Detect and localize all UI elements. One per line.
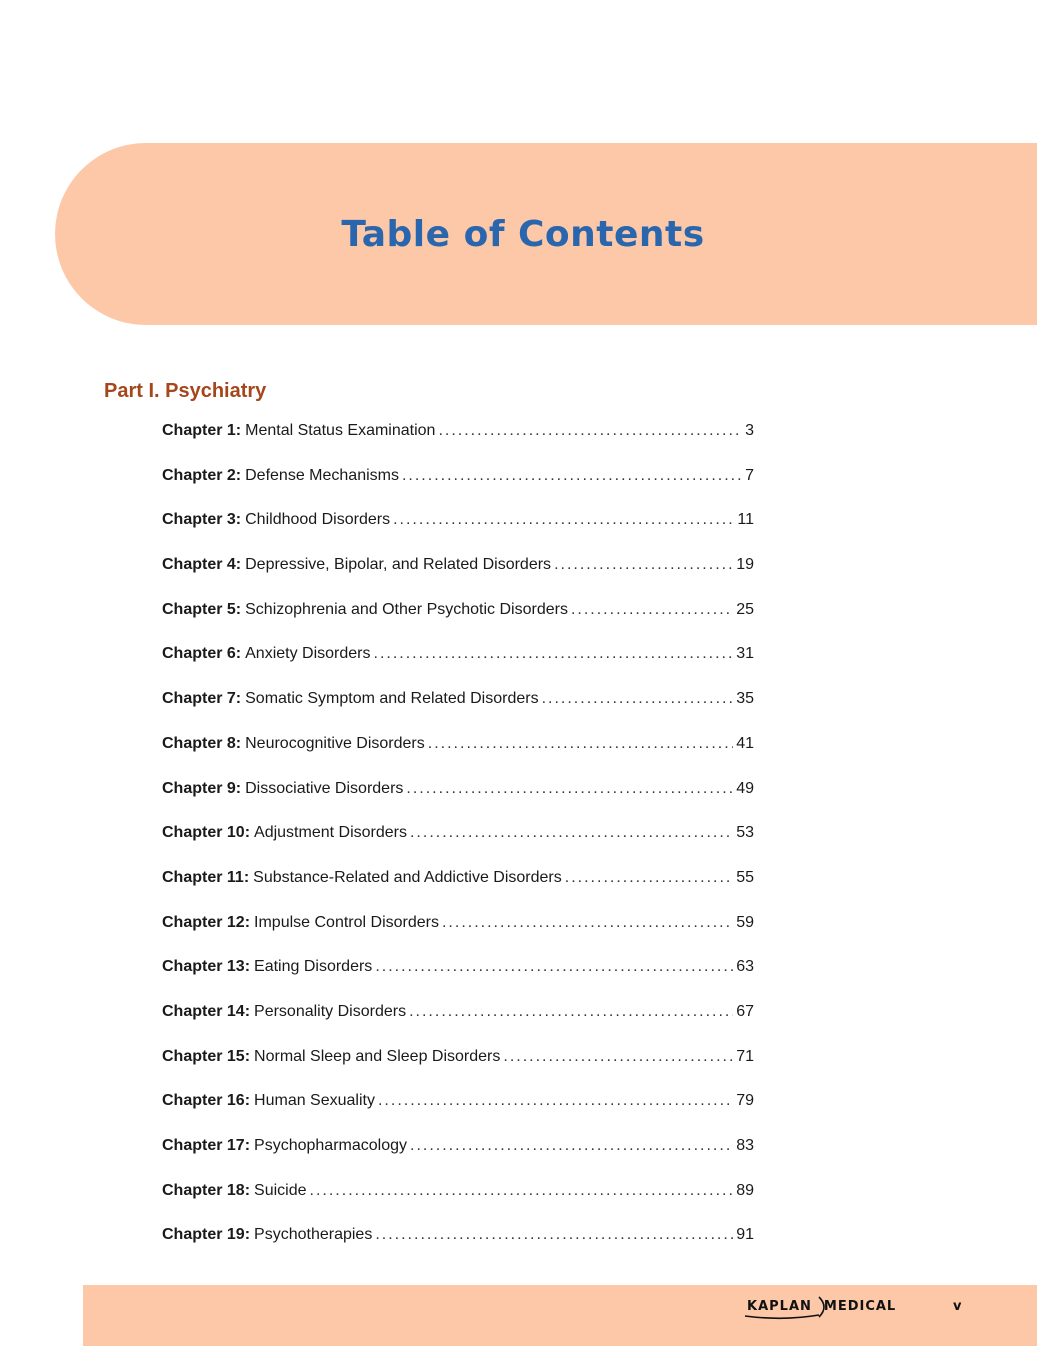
dot-leader	[374, 645, 734, 663]
page-number: 89	[736, 1181, 754, 1199]
page-number: 19	[736, 556, 754, 574]
page-number: 11	[737, 511, 754, 529]
chapter-title: Mental Status Examination	[245, 422, 436, 439]
chapter-label: Chapter 6:	[162, 645, 242, 663]
page-number: 3	[745, 422, 754, 439]
dot-leader	[554, 556, 733, 574]
toc-entry[interactable]	[162, 1137, 754, 1182]
footer-page-number: v	[953, 1299, 962, 1314]
dot-leader	[393, 511, 734, 529]
dot-leader	[378, 1092, 733, 1110]
toc-entry[interactable]	[162, 1003, 754, 1048]
chapter-title: Somatic Symptom and Related Disorders	[245, 690, 539, 708]
page-number: 67	[736, 1002, 754, 1020]
toc-entry[interactable]	[162, 914, 754, 959]
chapter-title: Anxiety Disorders	[245, 645, 371, 663]
chapter-label: Chapter 10:	[162, 824, 251, 842]
chapter-title: Depressive, Bipolar, and Related Disorders	[245, 556, 552, 574]
chapter-title: Neurocognitive Disorders	[245, 734, 425, 752]
toc-entry[interactable]	[162, 556, 754, 601]
toc-list	[162, 422, 754, 1271]
chapter-title: Suicide	[254, 1181, 307, 1199]
toc-entry[interactable]	[162, 780, 754, 825]
page-number: 83	[736, 1137, 754, 1154]
chapter-label: Chapter 8:	[162, 734, 242, 752]
page-number: 53	[736, 824, 754, 842]
dot-leader	[402, 467, 742, 485]
toc-entry[interactable]	[162, 467, 754, 512]
toc-entry[interactable]	[162, 869, 754, 914]
page-number: 71	[736, 1047, 754, 1065]
page-title: Table of Contents	[341, 214, 705, 255]
toc-entry[interactable]	[162, 601, 754, 646]
chapter-label: Chapter 3:	[162, 511, 242, 529]
dot-leader	[565, 869, 733, 887]
toc-entry[interactable]	[162, 511, 754, 556]
toc-entry[interactable]	[162, 422, 754, 467]
chapter-title: Schizophrenia and Other Psychotic Disorders	[245, 600, 568, 618]
chapter-title: Substance-Related and Addictive Disorders	[253, 868, 562, 886]
chapter-label: Chapter 11:	[162, 868, 250, 886]
chapter-title: Impulse Control Disorders	[254, 913, 439, 931]
page-number: 41	[736, 734, 754, 752]
chapter-title: Human Sexuality	[254, 1092, 375, 1110]
page-number: 59	[736, 913, 754, 931]
page-number: 25	[736, 600, 754, 618]
chapter-title: Dissociative Disorders	[245, 779, 404, 797]
dot-leader	[409, 1003, 733, 1021]
chapter-title: Psychotherapies	[254, 1226, 373, 1244]
page-number: 63	[736, 958, 754, 976]
dot-leader	[410, 824, 733, 842]
toc-entry[interactable]	[162, 1092, 754, 1137]
chapter-label: Chapter 14:	[162, 1002, 251, 1020]
chapter-label: Chapter 16:	[162, 1092, 251, 1110]
dot-leader	[406, 780, 733, 798]
dot-leader	[428, 735, 733, 753]
chapter-label: Chapter 17:	[162, 1137, 251, 1154]
chapter-title: Personality Disorders	[254, 1002, 407, 1020]
chapter-title: Childhood Disorders	[245, 511, 391, 529]
logo-brand-text: KAPLAN	[747, 1299, 812, 1314]
chapter-label: Chapter 7:	[162, 690, 242, 708]
chapter-label: Chapter 5:	[162, 600, 242, 618]
dot-leader	[503, 1048, 733, 1066]
chapter-label: Chapter 13:	[162, 958, 251, 976]
page-number: 91	[736, 1226, 754, 1244]
toc-entry[interactable]	[162, 735, 754, 780]
logo-suffix: MEDICAL	[823, 1299, 897, 1314]
dot-leader	[438, 422, 742, 440]
dot-leader	[410, 1137, 733, 1155]
logo-swoosh-icon	[743, 1295, 827, 1321]
toc-entry[interactable]	[162, 1182, 754, 1227]
chapter-label: Chapter 19:	[162, 1226, 251, 1244]
toc-entry[interactable]	[162, 1226, 754, 1271]
dot-leader	[375, 958, 733, 976]
page-number: 55	[736, 868, 754, 886]
chapter-label: Chapter 4:	[162, 556, 242, 574]
dot-leader	[542, 690, 734, 708]
toc-entry[interactable]	[162, 690, 754, 735]
footer-band	[83, 1285, 1037, 1346]
chapter-label: Chapter 12:	[162, 913, 251, 931]
dot-leader	[310, 1182, 734, 1200]
chapter-label: Chapter 2:	[162, 466, 242, 484]
chapter-title: Adjustment Disorders	[254, 824, 407, 842]
part-heading: Part I. Psychiatry	[104, 380, 267, 402]
toc-entry[interactable]	[162, 645, 754, 690]
toc-entry[interactable]	[162, 1048, 754, 1093]
dot-leader	[375, 1226, 733, 1244]
chapter-label: Chapter 18:	[162, 1181, 251, 1199]
chapter-label: Chapter 9:	[162, 779, 242, 797]
dot-leader	[571, 601, 733, 619]
chapter-label: Chapter 1:	[162, 422, 242, 439]
chapter-title: Eating Disorders	[254, 958, 373, 976]
page-number: 31	[736, 645, 754, 663]
kaplan-medical-logo	[747, 1299, 896, 1314]
chapter-label: Chapter 15:	[162, 1047, 251, 1065]
page-number: 35	[736, 690, 754, 708]
toc-entry[interactable]	[162, 958, 754, 1003]
chapter-title: Psychopharmacology	[254, 1137, 407, 1154]
chapter-title: Normal Sleep and Sleep Disorders	[254, 1047, 501, 1065]
toc-entry[interactable]	[162, 824, 754, 869]
chapter-title: Defense Mechanisms	[245, 466, 399, 484]
page-number: 49	[736, 779, 754, 797]
dot-leader	[442, 914, 733, 932]
logo-brand	[747, 1299, 820, 1314]
page-number: 79	[736, 1092, 754, 1110]
page-number: 7	[745, 466, 754, 484]
